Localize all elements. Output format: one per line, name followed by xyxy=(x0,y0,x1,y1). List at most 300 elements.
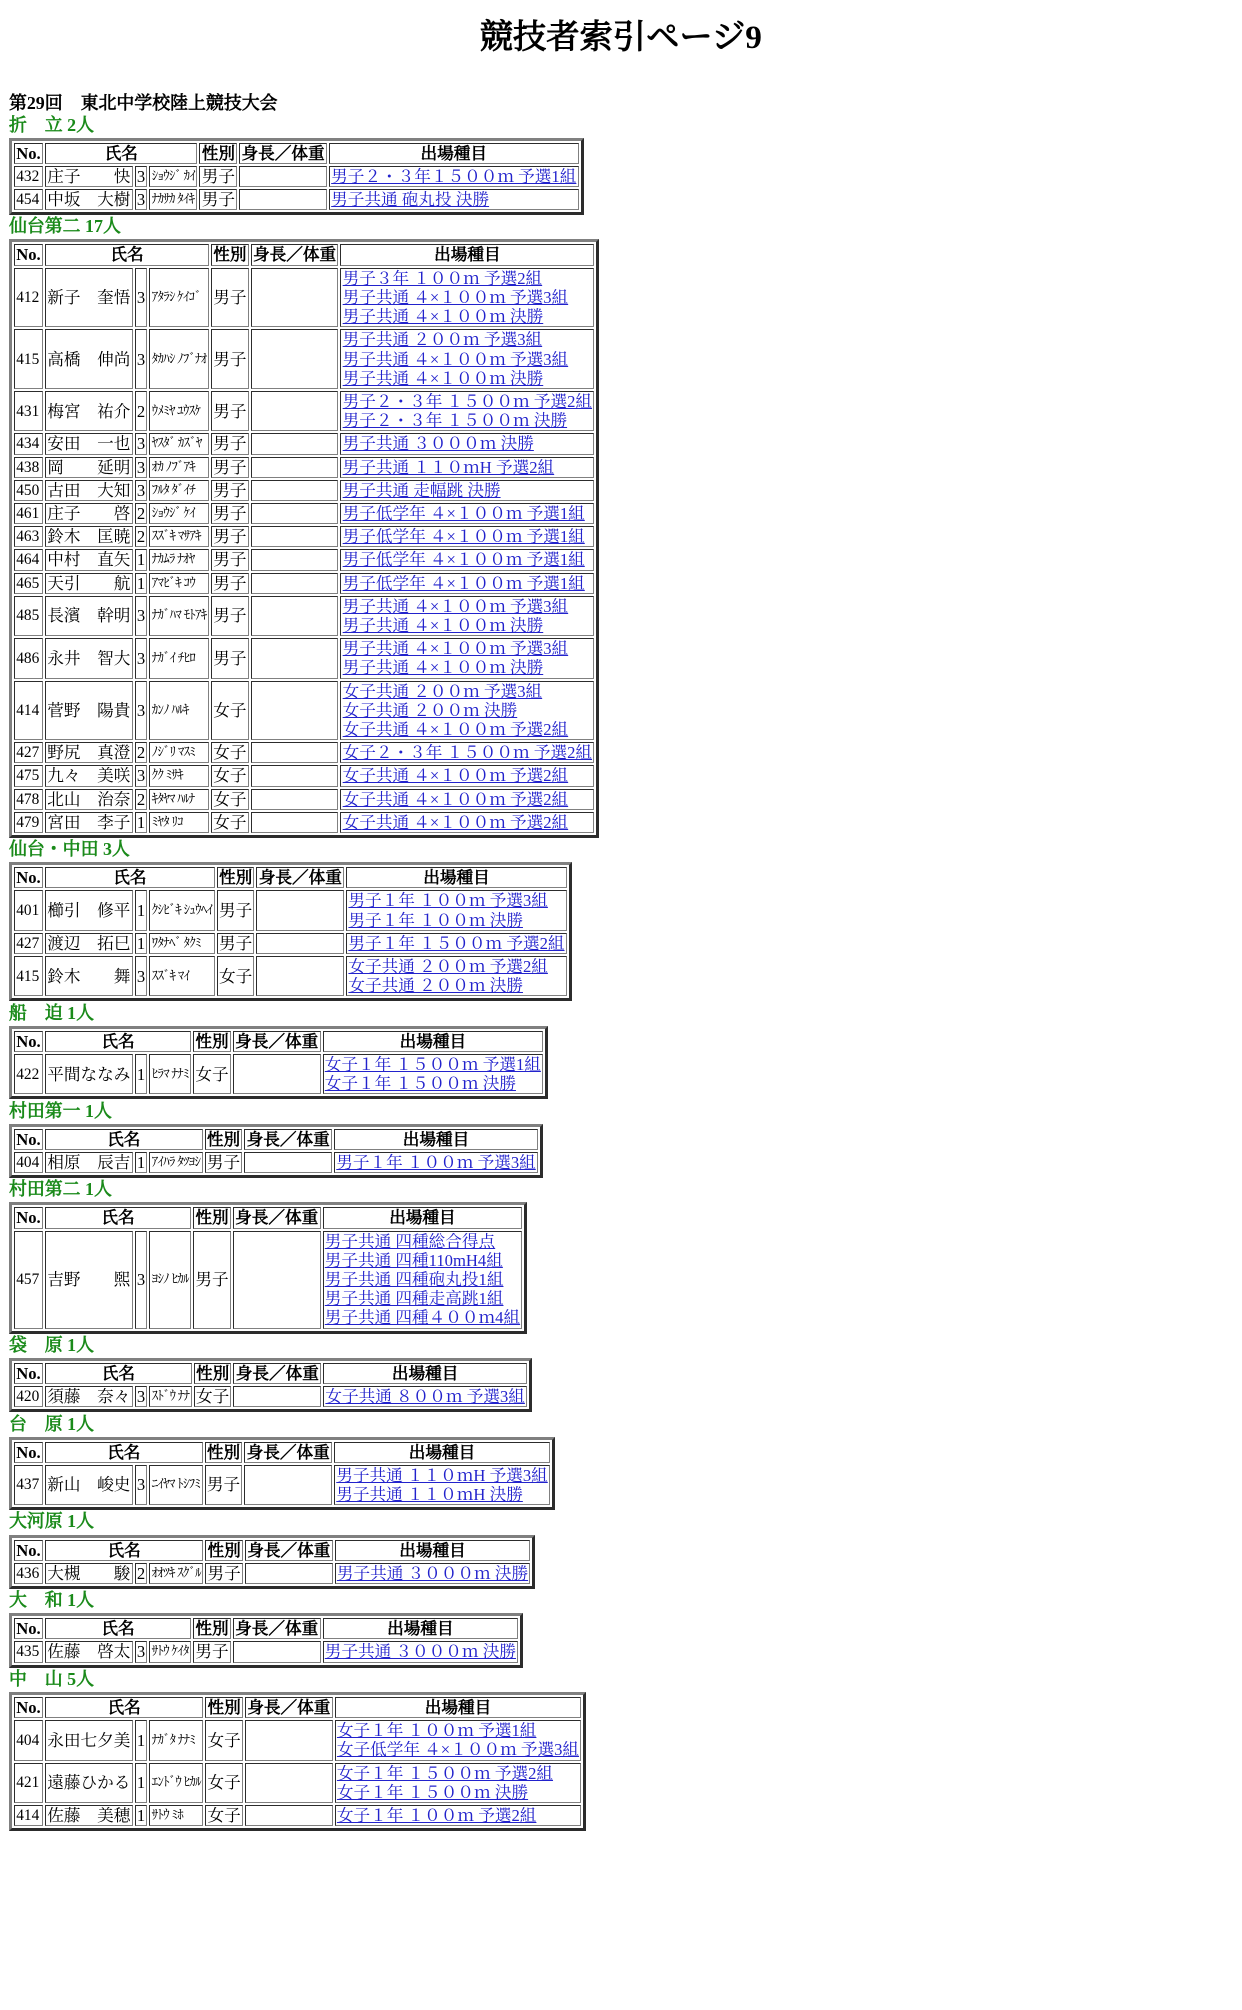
athlete-kana: ﾀｶﾊｼ ﾉﾌﾞﾅｵ xyxy=(149,329,208,389)
athlete-height-weight xyxy=(251,573,339,594)
col-events-header: 出場種目 xyxy=(329,143,579,164)
event-link[interactable]: 女子共通 ２００ｍ 決勝 xyxy=(342,700,518,720)
header-row xyxy=(14,1031,543,1052)
col-no-header: No. xyxy=(14,1442,43,1463)
col-sex-header: 性別 xyxy=(205,1540,243,1561)
event-link[interactable]: 女子共通 ４×１００ｍ 予選2組 xyxy=(342,789,569,809)
event-link[interactable]: 男子共通 ２００ｍ 予選3組 xyxy=(342,330,543,350)
athlete-sex: 女子 xyxy=(205,1805,243,1826)
athlete-no: 461 xyxy=(14,503,43,524)
table-row xyxy=(14,742,594,763)
athlete-kana: ｴﾝﾄﾞｳ ﾋｶﾙ xyxy=(149,1763,203,1803)
col-name-header: 氏名 xyxy=(45,1540,203,1561)
col-name-header: 氏名 xyxy=(45,1442,203,1463)
athlete-grade: 3 xyxy=(135,329,148,389)
event-link[interactable]: 女子共通 ４×１００ｍ 予選2組 xyxy=(342,812,569,832)
event-link[interactable]: 男子共通 四種110mH4組 xyxy=(324,1250,503,1270)
col-hw-header: 身長／体重 xyxy=(233,1363,321,1384)
col-events-header: 出場種目 xyxy=(323,1031,544,1052)
athlete-events xyxy=(323,1231,523,1329)
athlete-grade: 1 xyxy=(135,1152,148,1173)
school-heading: 大河原 1人 xyxy=(8,1511,95,1532)
header-row xyxy=(14,1697,581,1718)
col-hw-header: 身長／体重 xyxy=(239,143,327,164)
athlete-height-weight xyxy=(251,596,339,636)
event-link[interactable]: 男子共通 四種砲丸投1組 xyxy=(324,1270,504,1289)
col-name-header: 氏名 xyxy=(45,1697,203,1718)
col-hw-header: 身長／体重 xyxy=(244,1129,332,1150)
col-events-header: 出場種目 xyxy=(334,1129,538,1150)
athlete-events xyxy=(340,573,594,594)
athlete-table xyxy=(9,862,572,1001)
athlete-table xyxy=(9,138,584,216)
table-row xyxy=(14,1054,543,1094)
athlete-grade: 3 xyxy=(135,596,148,636)
athlete-height-weight xyxy=(233,1641,321,1662)
event-link[interactable]: 男子２・３年 １５００ｍ 予選2組 xyxy=(342,391,593,411)
athlete-sex: 男子 xyxy=(193,1231,231,1329)
header-row xyxy=(14,867,567,888)
athlete-name: 庄子 快 xyxy=(45,166,133,187)
athlete-height-weight xyxy=(244,1152,332,1173)
event-link[interactable]: 男子共通 四種走高跳1組 xyxy=(324,1289,504,1309)
athlete-sex: 男子 xyxy=(211,391,249,431)
table-row xyxy=(14,1231,522,1329)
athlete-height-weight xyxy=(251,549,339,570)
athlete-sex: 男子 xyxy=(211,503,249,524)
athlete-sex: 女子 xyxy=(205,1763,243,1803)
athlete-events xyxy=(334,1465,550,1505)
athlete-kana: ｳﾒﾐﾔ ﾕｳｽｹ xyxy=(149,391,208,431)
athlete-name: 安田 一也 xyxy=(45,433,133,454)
athlete-table xyxy=(9,239,599,837)
event-link[interactable]: 男子共通 ４×１００ｍ 決勝 xyxy=(342,615,544,635)
page xyxy=(0,10,1242,1831)
athlete-kana: ﾖｼﾉ ﾋｶﾙ xyxy=(149,1231,191,1329)
table-row xyxy=(14,956,567,996)
col-name-header: 氏名 xyxy=(45,244,209,265)
athlete-sex: 男子 xyxy=(211,549,249,570)
athlete-events xyxy=(335,1720,582,1760)
athlete-height-weight xyxy=(251,765,339,786)
athlete-name: 長濱 幹明 xyxy=(45,596,133,636)
athlete-table xyxy=(9,1613,523,1667)
athlete-events xyxy=(340,789,594,810)
athlete-name: 渡辺 拓巳 xyxy=(45,933,133,954)
table-row xyxy=(14,933,567,954)
col-no-header: No. xyxy=(14,867,43,888)
col-sex-header: 性別 xyxy=(193,1618,231,1639)
event-link[interactable]: 男子１年 １００ｍ 予選3組 xyxy=(348,891,548,911)
event-link[interactable]: 男子共通 ３０００ｍ 決勝 xyxy=(324,1642,516,1662)
athlete-height-weight xyxy=(233,1054,321,1094)
athlete-grade: 1 xyxy=(135,812,148,833)
athlete-sex: 女子 xyxy=(217,956,255,996)
athlete-height-weight xyxy=(251,526,339,547)
athlete-sex: 女子 xyxy=(211,681,249,741)
athlete-height-weight xyxy=(251,268,339,328)
athlete-kana: ﾜﾀﾅﾍﾞ ﾀｸﾐ xyxy=(149,933,214,954)
header-row xyxy=(14,1540,530,1561)
event-link[interactable]: 女子１年 １００ｍ 予選1組 xyxy=(336,1721,537,1741)
col-no-header: No. xyxy=(14,143,43,164)
athlete-kana: ｵｶ ﾉﾌﾞｱｷ xyxy=(149,457,208,478)
athlete-grade: 3 xyxy=(135,166,148,187)
event-link[interactable]: 男子１年 １５００ｍ 予選2組 xyxy=(348,933,565,953)
athlete-grade: 1 xyxy=(135,573,148,594)
athlete-no: 485 xyxy=(14,596,43,636)
athlete-kana: ｱﾏﾋﾞｷ ｺｳ xyxy=(149,573,208,594)
athlete-no: 420 xyxy=(14,1386,43,1407)
athlete-sex: 女子 xyxy=(211,789,249,810)
event-link[interactable]: 男子低学年 ４×１００ｍ 予選1組 xyxy=(342,550,585,570)
event-link[interactable]: 男子共通 走幅跳 決勝 xyxy=(342,480,501,500)
athlete-sex: 女子 xyxy=(211,812,249,833)
col-name-header: 氏名 xyxy=(45,1363,192,1384)
athlete-name: 鈴木 舞 xyxy=(45,956,133,996)
header-row xyxy=(14,244,594,265)
athlete-height-weight xyxy=(251,503,339,524)
athlete-events xyxy=(346,890,567,930)
col-hw-header: 身長／体重 xyxy=(245,1697,333,1718)
athlete-events xyxy=(340,329,594,389)
col-events-header: 出場種目 xyxy=(340,244,594,265)
athlete-sex: 男子 xyxy=(211,433,249,454)
athlete-name: 鈴木 匡暁 xyxy=(45,526,133,547)
col-name-header: 氏名 xyxy=(45,1618,191,1639)
athlete-events xyxy=(340,457,594,478)
event-link[interactable]: 男子共通 ４×１００ｍ 予選3組 xyxy=(342,639,569,659)
athlete-events xyxy=(323,1386,527,1407)
athlete-name: 須藤 奈々 xyxy=(45,1386,133,1407)
event-link[interactable]: 男子共通 ４×１００ｍ 予選3組 xyxy=(342,287,569,307)
table-row xyxy=(14,765,594,786)
athlete-sex: 男子 xyxy=(205,1563,243,1584)
athlete-grade: 1 xyxy=(135,1805,148,1826)
athlete-name: 高橋 伸尚 xyxy=(45,329,133,389)
header-row xyxy=(14,1442,550,1463)
table-row xyxy=(14,596,594,636)
athlete-table xyxy=(9,1358,532,1412)
col-sex-header: 性別 xyxy=(205,1129,243,1150)
event-link[interactable]: 男子３年 １００ｍ 予選2組 xyxy=(342,268,543,288)
athlete-no: 431 xyxy=(14,391,43,431)
event-link[interactable]: 男子共通 ４×１００ｍ 予選3組 xyxy=(342,349,569,369)
athlete-kana: ｱﾀﾗｼ ｹｲｺﾞ xyxy=(149,268,208,328)
athlete-sex: 男子 xyxy=(205,1152,243,1173)
table-row xyxy=(14,890,567,930)
athlete-sex: 女子 xyxy=(205,1720,243,1760)
meet-name: 第29回 東北中学校陸上競技大会 xyxy=(8,92,278,113)
athlete-no: 404 xyxy=(14,1152,43,1173)
event-link[interactable]: 女子１年 １５００ｍ 予選1組 xyxy=(324,1054,541,1074)
col-sex-header: 性別 xyxy=(205,1442,243,1463)
athlete-no: 432 xyxy=(14,166,43,187)
athlete-no: 415 xyxy=(14,956,43,996)
athlete-sex: 男子 xyxy=(193,1641,231,1662)
header-row xyxy=(14,1618,518,1639)
athlete-sex: 男子 xyxy=(199,189,237,210)
athlete-grade: 3 xyxy=(135,1465,148,1505)
event-link[interactable]: 男子共通 四種４００ｍ4組 xyxy=(324,1308,521,1328)
athlete-sex: 男子 xyxy=(211,480,249,501)
athlete-no: 475 xyxy=(14,765,43,786)
athlete-grade: 3 xyxy=(135,268,148,328)
school-heading: 大 和 1人 xyxy=(8,1590,95,1611)
athlete-kana: ｸｼﾋﾞｷ ｼｭｳﾍｲ xyxy=(149,890,214,930)
event-link[interactable]: 男子共通 ４×１００ｍ 決勝 xyxy=(342,658,544,678)
event-link[interactable]: 男子共通 ３０００ｍ 決勝 xyxy=(342,434,534,454)
event-link[interactable]: 男子共通 ３０００ｍ 決勝 xyxy=(336,1563,529,1583)
event-link[interactable]: 女子低学年 ４×１００ｍ 予選3組 xyxy=(336,1740,580,1760)
col-events-header: 出場種目 xyxy=(323,1207,523,1228)
athlete-name: 相原 辰吉 xyxy=(45,1152,133,1173)
athlete-grade: 2 xyxy=(135,503,148,524)
athlete-table xyxy=(9,1124,543,1178)
athlete-kana: ｻﾄｳ ﾐﾎ xyxy=(149,1805,203,1826)
col-hw-header: 身長／体重 xyxy=(233,1618,321,1639)
athlete-no: 414 xyxy=(14,681,43,741)
athlete-events xyxy=(340,742,594,763)
col-no-header: No. xyxy=(14,1031,43,1052)
athlete-table xyxy=(9,1692,586,1831)
event-link[interactable]: 女子共通 ４×１００ｍ 予選2組 xyxy=(342,766,569,786)
athlete-sex: 男子 xyxy=(211,526,249,547)
col-events-header: 出場種目 xyxy=(334,1442,550,1463)
athlete-height-weight xyxy=(239,189,327,210)
athlete-grade: 2 xyxy=(135,742,148,763)
athlete-events xyxy=(340,526,594,547)
athlete-name: 吉野 煕 xyxy=(45,1231,133,1329)
athlete-events xyxy=(340,549,594,570)
table-row xyxy=(14,1465,550,1505)
table-row xyxy=(14,329,594,389)
athlete-events xyxy=(335,1563,531,1584)
header-row xyxy=(14,143,579,164)
athlete-height-weight xyxy=(251,742,339,763)
athlete-sex: 男子 xyxy=(211,457,249,478)
athlete-grade: 2 xyxy=(135,789,148,810)
athlete-grade: 3 xyxy=(135,681,148,741)
col-no-header: No. xyxy=(14,1540,43,1561)
col-events-header: 出場種目 xyxy=(323,1618,519,1639)
athlete-events xyxy=(340,480,594,501)
athlete-height-weight xyxy=(244,1465,332,1505)
event-link[interactable]: 男子共通 ４×１００ｍ 決勝 xyxy=(342,368,544,388)
athlete-height-weight xyxy=(251,480,339,501)
athlete-sex: 男子 xyxy=(211,596,249,636)
athlete-name: 中村 直矢 xyxy=(45,549,133,570)
event-link[interactable]: 女子１年 １００ｍ 予選2組 xyxy=(336,1805,537,1825)
event-link[interactable]: 女子共通 ４×１００ｍ 予選2組 xyxy=(342,719,569,739)
athlete-kana: ﾅｶﾞｲ ﾁﾋﾛ xyxy=(149,638,208,678)
table-row xyxy=(14,1641,518,1662)
athlete-events xyxy=(340,596,594,636)
athlete-sex: 男子 xyxy=(211,638,249,678)
athlete-no: 404 xyxy=(14,1720,43,1760)
athlete-events xyxy=(329,189,579,210)
athlete-grade: 1 xyxy=(135,933,148,954)
athlete-kana: ﾌﾙﾀ ﾀﾞｲﾁ xyxy=(149,480,208,501)
school-heading: 仙台・中田 3人 xyxy=(8,839,130,860)
table-row xyxy=(14,1805,581,1826)
athlete-kana: ﾅｶﾑﾗ ﾅｵﾔ xyxy=(149,549,208,570)
event-link[interactable]: 女子１年 １５００ｍ 決勝 xyxy=(324,1074,516,1094)
event-link[interactable]: 男子共通 ４×１００ｍ 予選3組 xyxy=(342,596,569,616)
col-events-header: 出場種目 xyxy=(335,1540,531,1561)
event-link[interactable]: 女子１年 １５００ｍ 予選2組 xyxy=(336,1763,554,1783)
athlete-events xyxy=(340,391,594,431)
athlete-name: 中坂 大樹 xyxy=(45,189,133,210)
athlete-kana: ｼｮｳｼﾞ ｶｲ xyxy=(149,166,197,187)
col-events-header: 出場種目 xyxy=(346,867,567,888)
event-link[interactable]: 女子１年 １５００ｍ 決勝 xyxy=(336,1782,529,1802)
athlete-no: 465 xyxy=(14,573,43,594)
athlete-events xyxy=(323,1054,544,1094)
athlete-height-weight xyxy=(239,166,327,187)
col-sex-header: 性別 xyxy=(193,1207,231,1228)
table-row xyxy=(14,526,594,547)
athlete-sex: 男子 xyxy=(211,329,249,389)
page-title: 競技者索引ページ9 xyxy=(479,19,762,57)
col-hw-header: 身長／体重 xyxy=(256,867,344,888)
athlete-height-weight xyxy=(245,1763,333,1803)
school-heading: 仙台第二 17人 xyxy=(8,216,121,237)
school-list xyxy=(0,115,1242,1832)
athlete-events xyxy=(340,638,594,678)
school-heading: 船 迫 1人 xyxy=(8,1002,95,1023)
athlete-grade: 1 xyxy=(135,890,148,930)
athlete-no: 401 xyxy=(14,890,43,930)
school-heading: 台 原 1人 xyxy=(8,1413,95,1434)
col-no-header: No. xyxy=(14,1618,43,1639)
athlete-events xyxy=(335,1805,582,1826)
athlete-name: 九々 美咲 xyxy=(45,765,133,786)
athlete-name: 大槻 駿 xyxy=(45,1563,133,1584)
table-row xyxy=(14,549,594,570)
athlete-no: 450 xyxy=(14,480,43,501)
table-row xyxy=(14,1563,530,1584)
athlete-kana: ｽｽﾞｷ ﾏｻｱｷ xyxy=(149,526,208,547)
col-sex-header: 性別 xyxy=(194,1363,232,1384)
athlete-height-weight xyxy=(251,812,339,833)
athlete-events xyxy=(340,268,594,328)
athlete-events xyxy=(340,765,594,786)
table-row xyxy=(14,789,594,810)
athlete-kana: ﾋﾗﾏ ﾅﾅﾐ xyxy=(149,1054,191,1094)
col-sex-header: 性別 xyxy=(199,143,237,164)
col-name-header: 氏名 xyxy=(45,1129,203,1150)
athlete-grade: 2 xyxy=(135,1563,148,1584)
event-link[interactable]: 女子共通 ８００ｍ 予選3組 xyxy=(325,1387,525,1407)
col-sex-header: 性別 xyxy=(205,1697,243,1718)
table-row xyxy=(14,503,594,524)
event-link[interactable]: 男子共通 １１０ｍH 予選3組 xyxy=(336,1465,548,1485)
event-link[interactable]: 男子共通 ４×１００ｍ 決勝 xyxy=(342,307,544,327)
athlete-kana: ｶﾝﾉ ﾊﾙｷ xyxy=(149,681,208,741)
school-heading: 村田第一 1人 xyxy=(8,1100,112,1121)
athlete-height-weight xyxy=(251,789,339,810)
header-row xyxy=(14,1129,538,1150)
table-row xyxy=(14,189,579,210)
col-hw-header: 身長／体重 xyxy=(233,1031,321,1052)
athlete-name: 北山 治奈 xyxy=(45,789,133,810)
table-row xyxy=(14,433,594,454)
col-no-header: No. xyxy=(14,1129,43,1150)
athlete-table xyxy=(9,1437,555,1511)
athlete-name: 新子 奎悟 xyxy=(45,268,133,328)
event-link[interactable]: 女子共通 ２００ｍ 予選3組 xyxy=(342,681,543,701)
athlete-height-weight xyxy=(256,933,344,954)
athlete-no: 454 xyxy=(14,189,43,210)
athlete-name: 平間ななみ xyxy=(45,1054,133,1094)
athlete-no: 415 xyxy=(14,329,43,389)
athlete-no: 434 xyxy=(14,433,43,454)
event-link[interactable]: 男子２・３年１５００ｍ 予選1組 xyxy=(331,166,577,186)
event-link[interactable]: 男子低学年 ４×１００ｍ 予選1組 xyxy=(342,503,585,523)
event-link[interactable]: 男子共通 １１０ｍH 予選2組 xyxy=(342,457,555,477)
athlete-sex: 男子 xyxy=(205,1465,243,1505)
athlete-events xyxy=(323,1641,519,1662)
table-row xyxy=(14,166,579,187)
athlete-no: 435 xyxy=(14,1641,43,1662)
athlete-sex: 男子 xyxy=(217,890,255,930)
athlete-no: 436 xyxy=(14,1563,43,1584)
athlete-grade: 3 xyxy=(135,433,148,454)
school-heading: 折 立 2人 xyxy=(8,114,95,135)
col-hw-header: 身長／体重 xyxy=(245,1540,333,1561)
athlete-table xyxy=(9,1026,548,1100)
athlete-events xyxy=(340,812,594,833)
athlete-events xyxy=(346,933,567,954)
table-row xyxy=(14,480,594,501)
event-link[interactable]: 男子共通 砲丸投 決勝 xyxy=(331,189,490,209)
event-link[interactable]: 女子共通 ２００ｍ 決勝 xyxy=(348,976,523,996)
athlete-sex: 男子 xyxy=(199,166,237,187)
school-heading: 中 山 5人 xyxy=(8,1668,95,1689)
event-link[interactable]: 男子１年 １００ｍ 予選3組 xyxy=(336,1152,536,1172)
event-link[interactable]: 女子共通 ２００ｍ 予選2組 xyxy=(348,957,548,977)
event-link[interactable]: 男子２・３年 １５００ｍ 決勝 xyxy=(342,411,568,431)
athlete-events xyxy=(346,956,567,996)
athlete-grade: 3 xyxy=(135,765,148,786)
athlete-name: 庄子 啓 xyxy=(45,503,133,524)
event-link[interactable]: 男子低学年 ４×１００ｍ 予選1組 xyxy=(342,527,585,547)
event-link[interactable]: 女子２・３年 １５００ｍ 予選2組 xyxy=(342,743,593,763)
event-link[interactable]: 男子共通 １１０ｍH 決勝 xyxy=(336,1485,523,1505)
event-link[interactable]: 男子低学年 ４×１００ｍ 予選1組 xyxy=(342,573,585,593)
athlete-table xyxy=(9,1202,527,1333)
athlete-no: 422 xyxy=(14,1054,43,1094)
athlete-grade: 3 xyxy=(135,638,148,678)
athlete-sex: 女子 xyxy=(194,1386,232,1407)
athlete-name: 新山 峻史 xyxy=(45,1465,133,1505)
table-row xyxy=(14,457,594,478)
athlete-no: 463 xyxy=(14,526,43,547)
athlete-grade: 3 xyxy=(135,1641,148,1662)
athlete-table xyxy=(9,1535,535,1589)
table-row xyxy=(14,268,594,328)
col-name-header: 氏名 xyxy=(45,867,215,888)
table-row xyxy=(14,1152,538,1173)
col-hw-header: 身長／体重 xyxy=(233,1207,321,1228)
event-link[interactable]: 男子共通 四種総合得点 xyxy=(324,1231,496,1251)
table-row xyxy=(14,1720,581,1760)
athlete-height-weight xyxy=(233,1386,321,1407)
athlete-name: 永井 智大 xyxy=(45,638,133,678)
event-link[interactable]: 男子１年 １００ｍ 決勝 xyxy=(348,910,523,930)
athlete-no: 437 xyxy=(14,1465,43,1505)
